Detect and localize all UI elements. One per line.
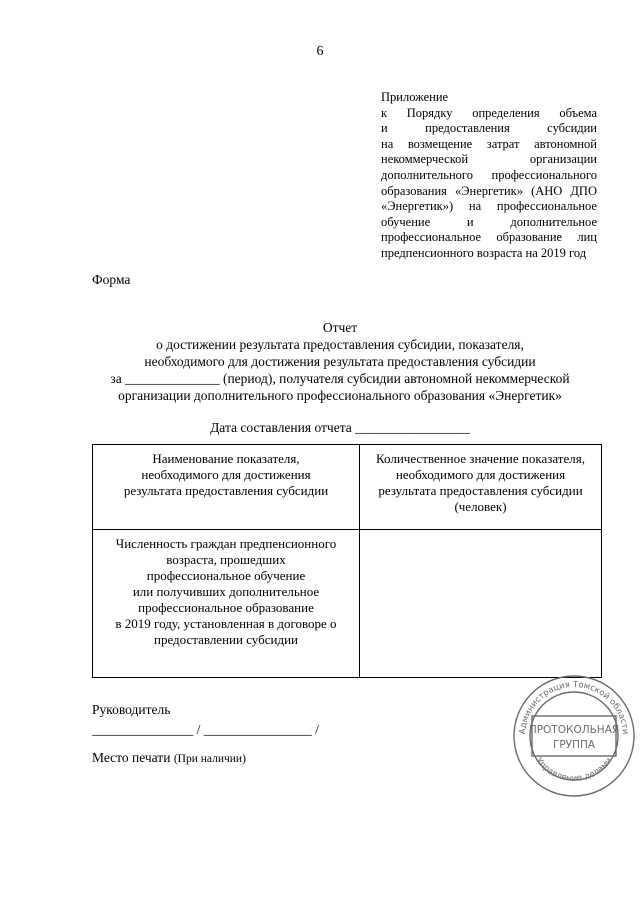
report-subtitle-line: за ______________ (период), получателя субсидии автономной некоммерческой <box>110 371 570 386</box>
stamp-place-note: (При наличии) <box>173 753 246 765</box>
stamp-ring-text-bottom: Управление делами <box>533 755 615 784</box>
report-subtitle-line: о достижении результата предоставления субсидии, показателя, <box>156 337 524 352</box>
report-title-block <box>0 319 640 404</box>
report-title: Отчет <box>322 320 358 335</box>
appendix-line: профессиональное образование лиц <box>381 230 597 245</box>
appendix-line: и предоставления субсидии <box>381 121 597 136</box>
cell-line: в 2019 году, установленная в договоре о <box>115 616 337 631</box>
appendix-line: обучение и дополнительное <box>381 214 597 229</box>
cell-line: профессиональное обучение <box>146 568 306 583</box>
cell-line: профессиональное образование <box>138 600 314 615</box>
stamp-place-label: Место печати <box>92 750 171 765</box>
report-subtitle-line: организации дополнительного профессионального образования «Энергетик» <box>118 388 562 403</box>
header-indicator-value <box>360 445 602 530</box>
appendix-block <box>381 90 597 262</box>
stamp-ring-text-top: Администрация Томской области <box>517 679 631 735</box>
page-number: 6 <box>316 44 324 59</box>
report-table <box>92 444 602 678</box>
report-subtitle-line: необходимого для достижения результата предоставления субсидии <box>144 354 536 369</box>
header-line: необходимого для достижения <box>141 467 311 482</box>
table-header-row <box>93 445 602 530</box>
header-line: (человек) <box>454 499 507 514</box>
appendix-line: «Энергетик») на профессиональное <box>381 199 597 214</box>
header-line: Количественное значение показателя, <box>376 451 585 466</box>
table-row <box>93 530 602 678</box>
appendix-line: к Порядку определения объема <box>381 105 597 120</box>
cell-line: возраста, прошедших <box>166 552 286 567</box>
indicator-value-cell[interactable] <box>360 530 602 678</box>
appendix-line: образования «Энергетик» (АНО ДПО <box>381 183 597 198</box>
cell-line: или получивших дополнительное <box>132 584 320 599</box>
stamp-center-line: ГРУППА <box>552 739 596 751</box>
stamp-place <box>92 750 246 766</box>
report-date-field: Дата составления отчета _________________ <box>210 420 470 435</box>
appendix-line: предпенсионного возраста на 2019 год <box>381 245 587 260</box>
cell-line: предоставлении субсидии <box>153 632 298 647</box>
header-line: Наименование показателя, <box>152 451 300 466</box>
indicator-name-cell <box>93 530 360 678</box>
signature-line[interactable]: _______________ / ________________ / <box>92 722 319 737</box>
cell-line: Численность граждан предпенсионного <box>115 536 337 551</box>
header-indicator-name <box>93 445 360 530</box>
stamp-center-line: ПРОТОКОЛЬНАЯ <box>528 724 620 736</box>
signature-block <box>92 700 319 740</box>
appendix-line: некоммерческой организации <box>381 152 597 167</box>
signature-title: Руководитель <box>92 702 171 717</box>
official-stamp <box>510 672 638 800</box>
header-line: результата предоставления субсидии <box>123 483 329 498</box>
header-line: необходимого для достижения <box>395 467 566 482</box>
header-line: результата предоставления субсидии <box>378 483 583 498</box>
appendix-line: дополнительного профессионального <box>381 167 597 182</box>
form-label: Форма <box>92 272 131 287</box>
appendix-line: Приложение <box>381 90 449 104</box>
appendix-line: на возмещение затрат автономной <box>381 136 597 151</box>
